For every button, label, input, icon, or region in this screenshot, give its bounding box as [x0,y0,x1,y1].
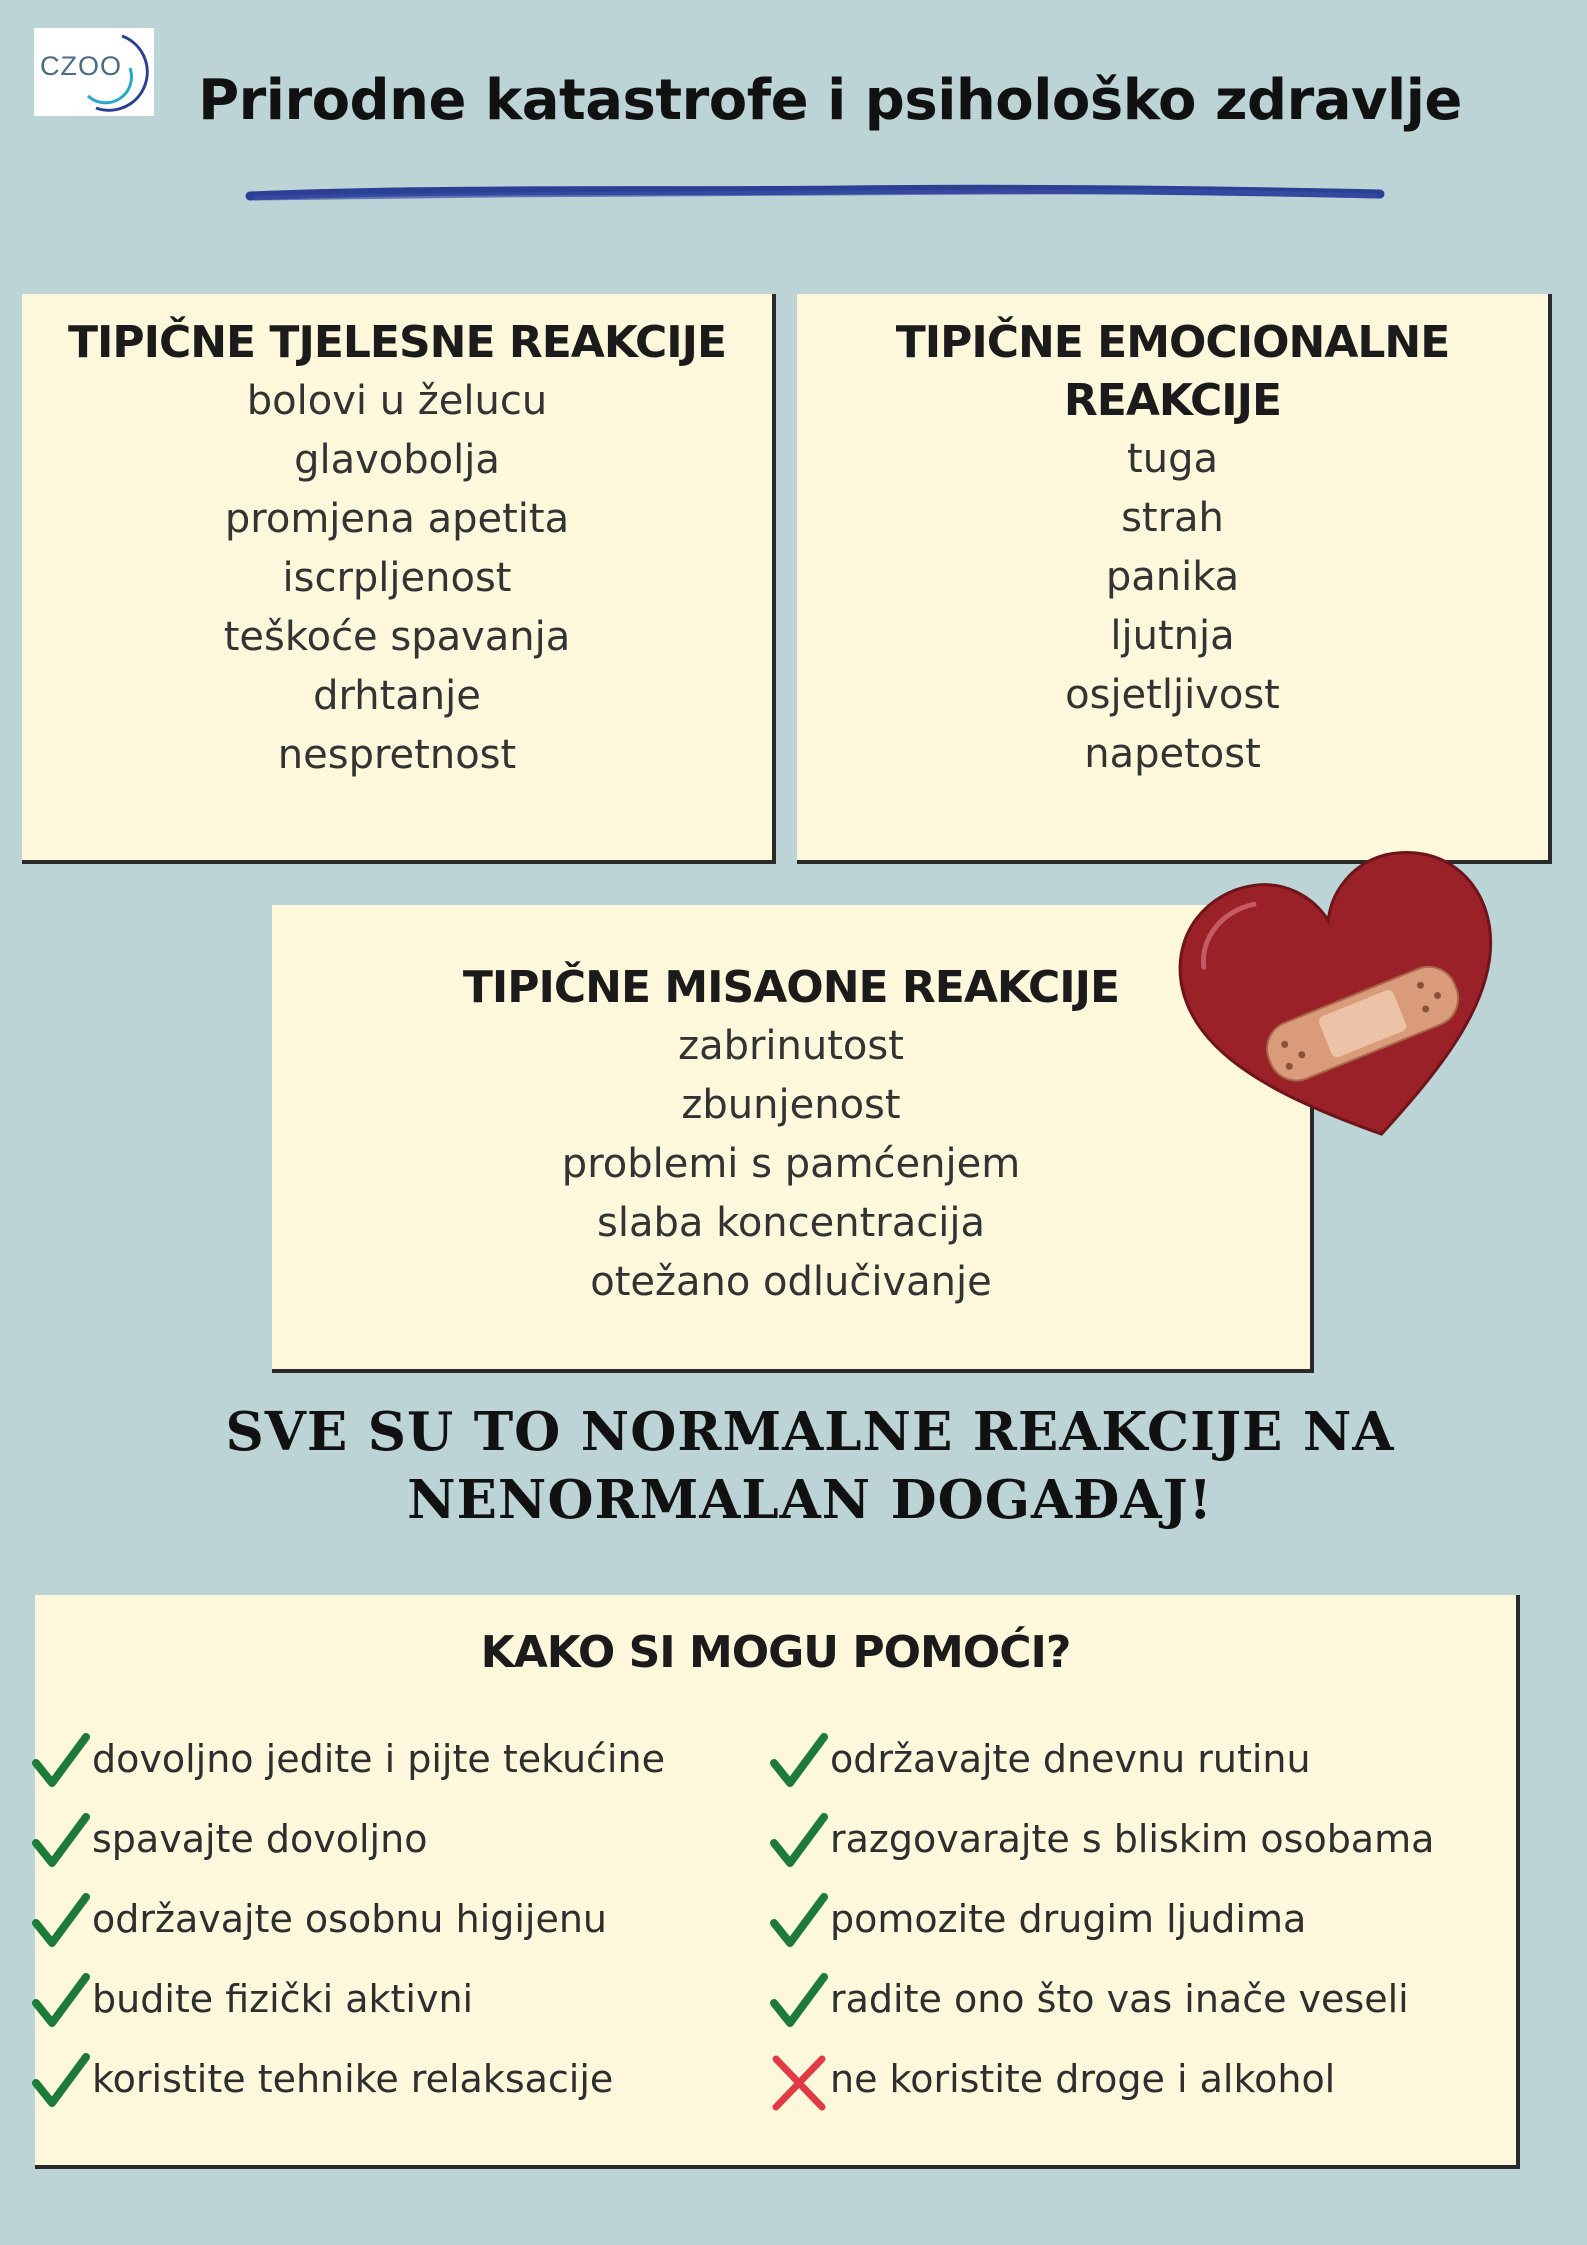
list-item: promjena apetita [224,496,570,542]
list-item: glavobolja [294,437,500,483]
list-item: drhtanje [313,673,481,719]
help-item-text: razgovarajte s bliskim osobama [830,1817,1435,1861]
check-icon [30,1733,90,1793]
physical-reactions-card [22,294,776,864]
list-item: ljutnja [1110,613,1235,659]
help-item-text: pomozite drugim ljudima [830,1897,1307,1941]
list-item: tuga [1127,436,1218,482]
list-item: napetost [1084,731,1261,777]
check-icon [30,1973,90,2033]
logo [34,28,154,116]
logo-arc-icon [34,28,154,116]
check-icon [30,1813,90,1873]
list-item: zbunjenost [681,1082,901,1128]
emotional-reactions-title-line1: TIPIČNE EMOCIONALNE [895,317,1450,368]
check-icon [30,1893,90,1953]
cognitive-reactions-card [272,905,1314,1373]
list-item: otežano odlučivanje [590,1259,992,1305]
help-item-text: održavajte osobnu higijenu [92,1897,608,1941]
physical-reactions-title: TIPIČNE TJELESNE REAKCIJE [67,317,727,368]
list-item: zabrinutost [678,1023,904,1069]
list-item: osjetljivost [1065,672,1280,718]
title-underline [245,178,1385,212]
check-icon [768,1973,828,2033]
page-title: Prirodne katastrofe i psihološko zdravlje [198,68,1462,133]
emotional-reactions-card [797,294,1552,864]
help-item-text: koristite tehnike relaksacije [92,2057,614,2101]
check-icon [768,1893,828,1953]
cross-icon [768,2053,828,2113]
statement-line2: NENORMALAN DOGAĐAJ! [407,1469,1213,1531]
help-item-text: održavajte dnevnu rutinu [830,1737,1311,1781]
list-item: bolovi u želucu [246,378,548,424]
logo-text: CZOO [40,51,122,81]
self-help-box [35,1595,1520,2169]
emotional-reactions-list [797,430,1548,784]
cognitive-reactions-title: TIPIČNE MISAONE REAKCIJE [462,962,1120,1013]
help-item-text: budite fizički aktivni [92,1977,474,2021]
cognitive-reactions-list [272,1017,1310,1312]
physical-reactions-list [22,372,772,785]
help-item-text: dovoljno jedite i pijte tekućine [92,1737,665,1781]
check-icon [768,1733,828,1793]
list-item: iscrpljenost [282,555,512,601]
list-item: panika [1105,554,1240,600]
help-item-text: spavajte dovoljno [92,1817,428,1861]
normal-reactions-statement [200,1398,1420,1534]
emotional-reactions-title [797,314,1548,430]
list-item: nespretnost [277,732,517,778]
check-icon [768,1813,828,1873]
self-help-title: KAKO SI MOGU POMOĆI? [480,1627,1071,1678]
list-item: slaba koncentracija [597,1200,985,1246]
help-item-text: ne koristite droge i alkohol [830,2057,1336,2101]
list-item: strah [1121,495,1224,541]
emotional-reactions-title-line2: REAKCIJE [1063,375,1282,426]
check-icon [30,2053,90,2113]
statement-line1: SVE SU TO NORMALNE REAKCIJE NA [225,1401,1395,1463]
list-item: teškoće spavanja [223,614,571,660]
heart-with-bandage-icon [1170,838,1530,1168]
help-item-text: radite ono što vas inače veseli [830,1977,1409,2021]
list-item: problemi s pamćenjem [561,1141,1021,1187]
